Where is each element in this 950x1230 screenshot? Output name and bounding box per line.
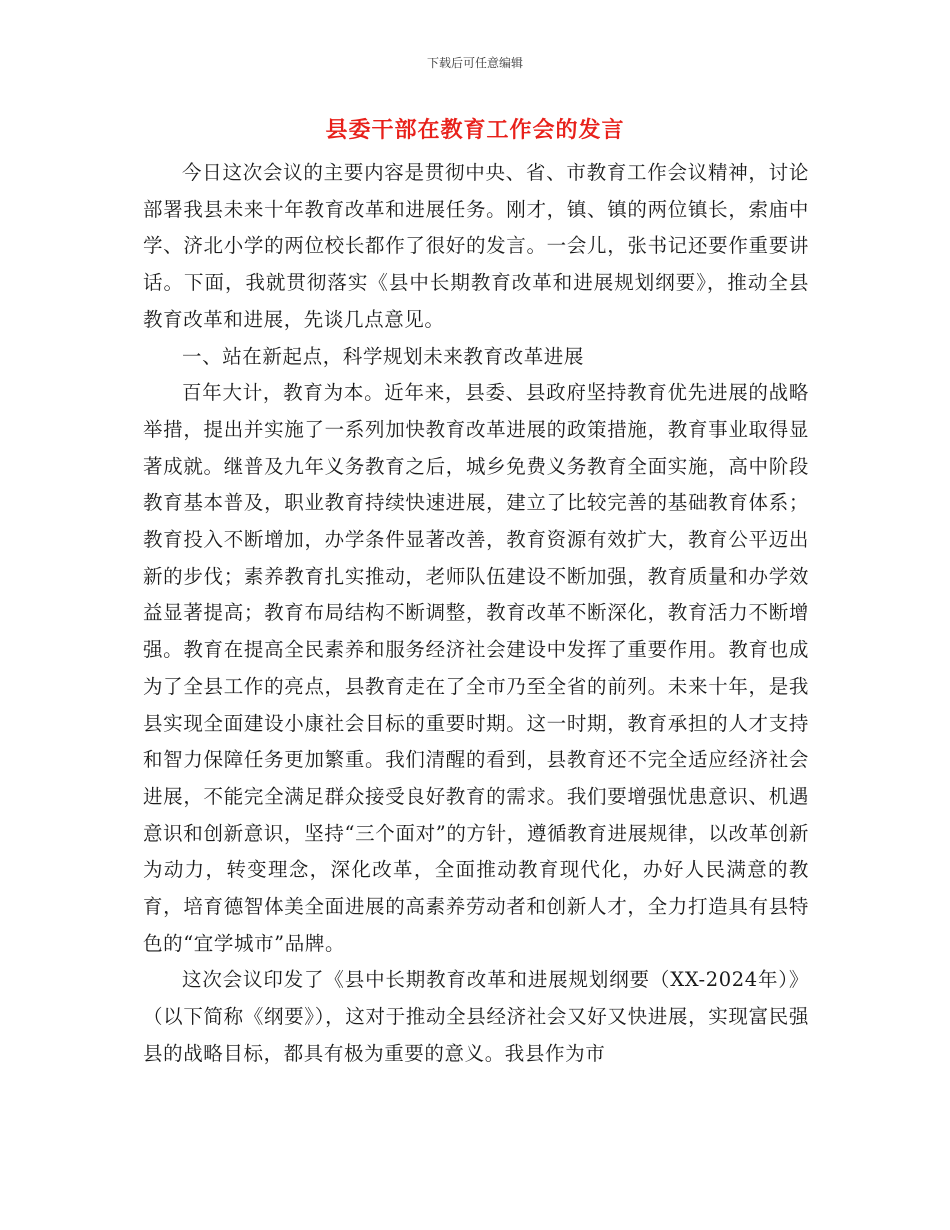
- paragraph-outline: 这次会议印发了《县中长期教育改革和进展规划纲要（XX-2024年）》（以下简称《纲要》），这对于推动全县经济社会又好又快进展，实现富民强县的战略目标，都具有极为重要的意义。我县作为市: [143, 968, 809, 1065]
- header-note: 下载后可任意编辑: [426, 56, 523, 70]
- paragraph-achievements: 百年大计，教育为本。近年来，县委、县政府坚持教育优先进展的战略举措，提出并实施了一系列加快教育改革进展的政策措施，教育事业取得显著成就。继普及九年义务教育之后，城乡免费义务教育全面实施，高中阶段教育基本普及，职业教育持续快速进展，建立了比较完善的基础教育体系；教育投入不断增加，办学条件显著改善，教育资源有效扩大，教育公平迈出新的步伐；素养教育扎实推动，老师队伍建设不断加强，教育质量和办学效益显著提高；教育布局结构不断调整，教育改革不断深化，教育活力不断增强。教育在提高全民素养和服务经济社会建设中发挥了重要作用。教育也成为了全县工作的亮点，县教育走在了全市乃至全省的前列。未来十年，是我县实现全面建设小康社会目标的重要时期。这一时期，教育承担的人才支持和智力保障任务更加繁重。我们清醒的看到，县教育还不完全适应经济社会进展，不能完全满足群众接受良好教育的需求。我们要增强忧患意识、机遇意识和创新意识，坚持“三个面对”的方针，遵循教育进展规律，以改革创新为动力，转变理念，深化改革，全面推动教育现代化，办好人民满意的教育，培育德智体美全面进展的高素养劳动者和创新人才，全力打造具有县特色的“宜学城市”品牌。: [143, 381, 809, 955]
- section-heading-1: 一、站在新起点，科学规划未来教育改革进展: [182, 344, 585, 368]
- document-body: [143, 155, 809, 1073]
- paragraph-intro: 今日这次会议的主要内容是贯彻中央、省、市教育工作会议精神，讨论部署我县未来十年教育改革和进展任务。刚才，镇、镇的两位镇长，索庙中学、济北小学的两位校长都作了很好的发言。一会儿，张书记还要作重要讲话。下面，我就贯彻落实《县中长期教育改革和进展规划纲要》，推动全县教育改革和进展，先谈几点意见。: [143, 161, 809, 331]
- document-title: 县委干部在教育工作会的发言: [325, 118, 625, 143]
